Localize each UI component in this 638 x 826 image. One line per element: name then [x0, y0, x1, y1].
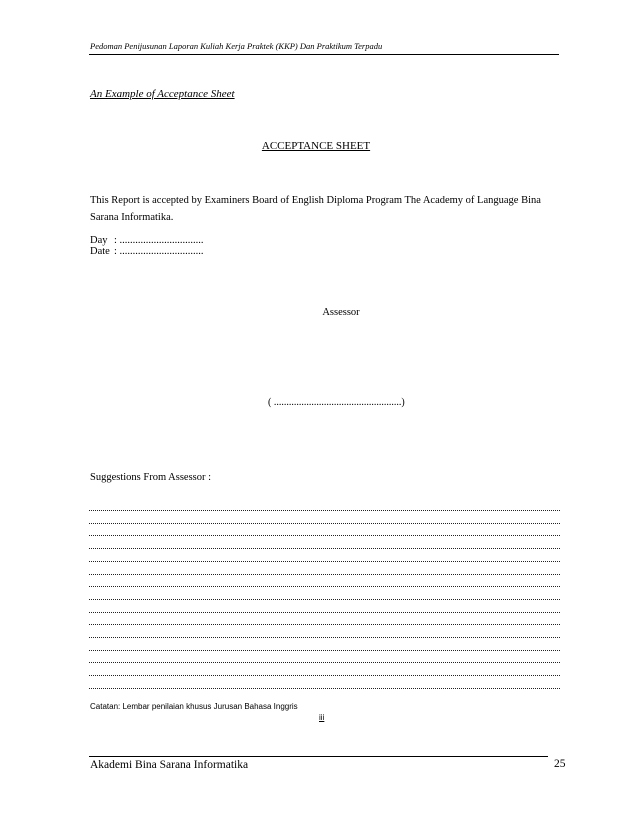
suggestion-dotted-line [89, 535, 560, 536]
day-field [90, 235, 204, 246]
suggestion-dotted-line [89, 548, 560, 549]
sheet-title [0, 140, 638, 152]
footer-institution: Akademi Bina Sarana Informatika [90, 759, 249, 771]
suggestion-dotted-line [89, 688, 560, 689]
assessor-label [0, 307, 638, 318]
suggestion-dotted-line [89, 574, 560, 575]
suggestion-dotted-line [89, 662, 560, 663]
day-value: : ................................ [114, 235, 204, 246]
sheet-title-text: ACCEPTANCE SHEET [261, 140, 371, 152]
roman-page-number-text: iii [319, 713, 325, 722]
day-label: Day [90, 235, 108, 246]
suggestions-label: Suggestions From Assessor : [90, 472, 212, 483]
footer-rule [89, 756, 548, 757]
date-label: Date [90, 246, 110, 257]
date-field [90, 246, 204, 257]
suggestion-dotted-line [89, 650, 560, 651]
header-rule [89, 54, 559, 55]
date-value: : ................................ [114, 246, 204, 257]
suggestion-dotted-line [89, 523, 560, 524]
suggestion-dotted-line [89, 510, 560, 511]
acceptance-paragraph: This Report is accepted by Examiners Board of English Diploma Program The Academy of Language Bina Sarana Informatika. [90, 195, 541, 223]
roman-page-number [319, 713, 324, 722]
suggestion-dotted-line [89, 624, 560, 625]
suggestion-dotted-line [89, 675, 560, 676]
running-header: Pedoman Penijusunan Laporan Kuliah Kerja Praktek (KKP) Dan Praktikum Terpadu [90, 41, 383, 51]
suggestion-dotted-line [89, 612, 560, 613]
note-text: Catatan: Lembar penilaian khusus Jurusan Bahasa Inggris [90, 702, 298, 711]
example-title: An Example of Acceptance Sheet [90, 88, 235, 100]
suggestion-dotted-line [89, 637, 560, 638]
signature-line: ( ...................................................) [268, 397, 405, 408]
suggestion-dotted-line [89, 586, 560, 587]
suggestion-dotted-line [89, 599, 560, 600]
page-number: 25 [554, 758, 566, 770]
assessor-label-text: Assessor [322, 307, 360, 318]
suggestion-dotted-line [89, 561, 560, 562]
